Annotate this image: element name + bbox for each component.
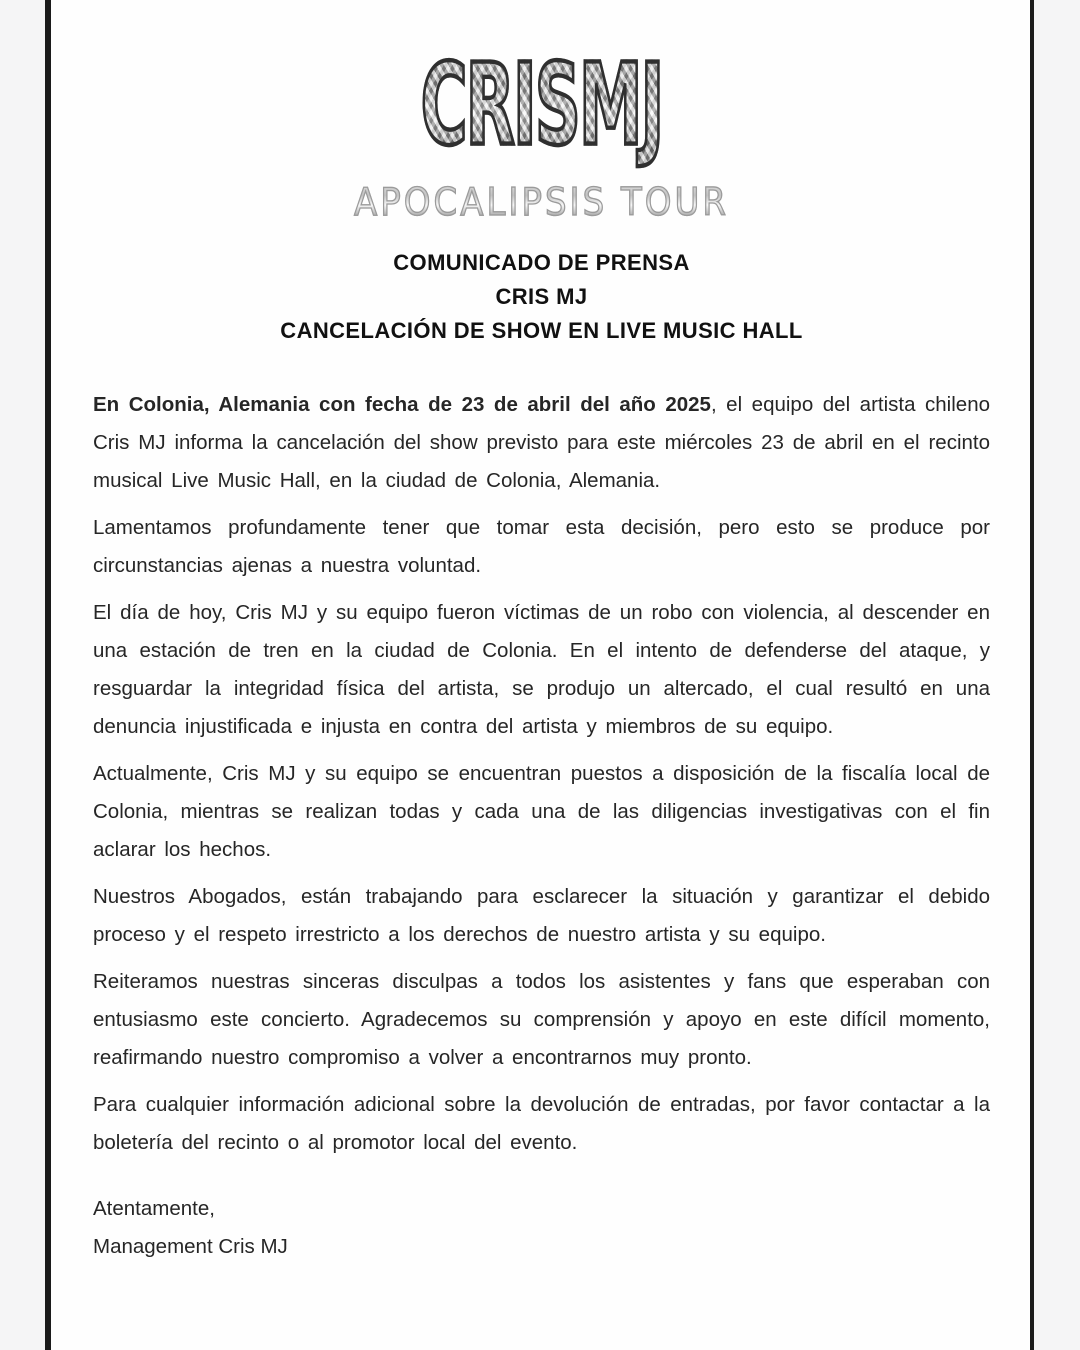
signature-name: Management Cris MJ (93, 1235, 288, 1258)
logo-block (93, 0, 990, 226)
paragraph-5: Nuestros Abogados, están trabajando para esclarecer la situación y garantizar el debido proceso y el respeto irrestricto a los derechos de nuestro artista y su equipo. (93, 885, 990, 946)
title-line-cancelacion: CANCELACIÓN DE SHOW EN LIVE MUSIC HALL (280, 318, 803, 343)
signature-block (93, 1190, 990, 1266)
press-release-body (93, 386, 990, 1162)
paragraph-1-rest: , el equipo del artista chileno Cris MJ informa la cancelación del show previsto para este miércoles 23 de abril en el recinto musical Live Music Hall, en la ciudad de Colonia, Alemania. (93, 393, 990, 492)
paragraph-4: Actualmente, Cris MJ y su equipo se encuentran puestos a disposición de la fiscalía local de Colonia, mientras se realizan todas y cada una de las diligencias investigativas con el fin aclarar los hechos. (93, 762, 990, 861)
paragraph-1-bold-lead: En Colonia, Alemania con fecha de 23 de abril del año 2025 (93, 393, 711, 416)
signature-closing: Atentamente, (93, 1197, 215, 1220)
crismj-logo: CRISMJ (420, 42, 663, 172)
paragraph-2: Lamentamos profundamente tener que tomar esta decisión, pero esto se produce por circunstancias ajenas a nuestra voluntad. (93, 516, 990, 577)
tour-wordmark-wrap (93, 178, 990, 226)
paragraph-6: Reiteramos nuestras sinceras disculpas a todos los asistentes y fans que esperaban con entusiasmo este concierto. Agradecemos su comprensión y apoyo en este difícil momento, reafirmando nuestro compromiso a volver a encontrarnos muy pronto. (93, 970, 990, 1069)
paragraph-3: El día de hoy, Cris MJ y su equipo fueron víctimas de un robo con violencia, al descender en una estación de tren en la ciudad de Colonia. En el intento de defenderse del ataque, y resguardar la integridad física del artista, se produjo un altercado, el cual resultó en una denuncia injustificada e injusta en contra del artista y miembros de su equipo. (93, 601, 990, 738)
press-release-page (45, 0, 1034, 1350)
apocalipsis-tour-wordmark: APOCALIPSIS TOUR (354, 178, 729, 227)
title-line-comunicado: COMUNICADO DE PRENSA (393, 250, 690, 275)
title-line-artist: CRIS MJ (495, 284, 588, 309)
paragraph-7: Para cualquier información adicional sobre la devolución de entradas, por favor contactar a la boletería del recinto o al promotor local del evento. (93, 1093, 990, 1154)
paragraph-1 (93, 386, 990, 500)
press-release-title (93, 246, 990, 348)
brand-logo-wrap (93, 42, 990, 178)
